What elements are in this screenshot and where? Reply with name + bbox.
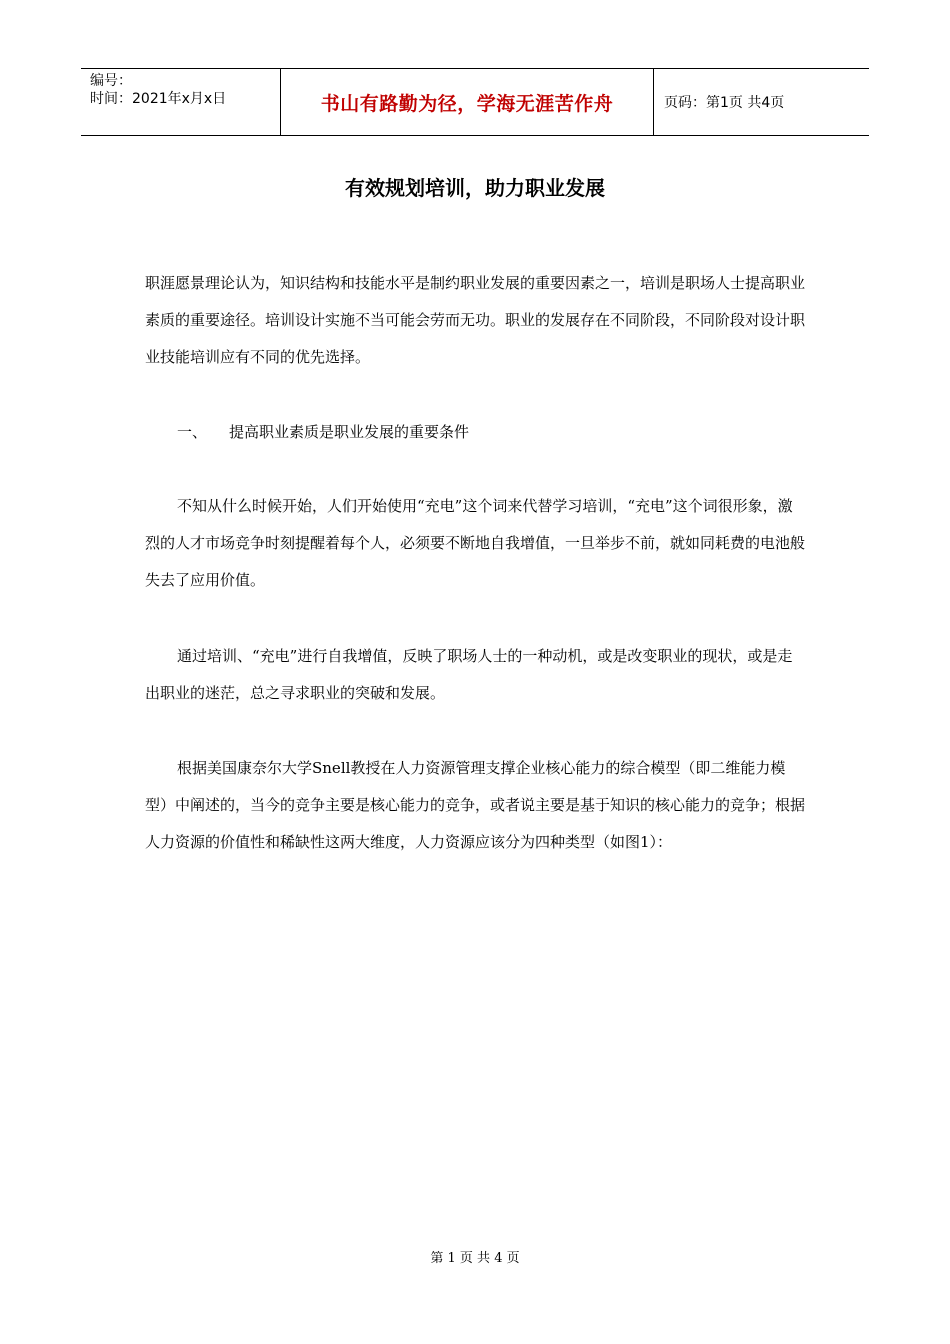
document-title: 有效规划培训，助力职业发展 — [345, 176, 605, 200]
header-page-cell — [654, 69, 869, 135]
document-header — [81, 68, 869, 136]
header-page-info: 页码：第1页 共4页 — [664, 95, 785, 111]
body-paragraph-2: 通过培训、“充电”进行自我增值，反映了职场人士的一种动机，或是改变职业的现状，或是走出职业的迷茫，总之寻求职业的突破和发展。 — [145, 647, 793, 702]
intro-paragraph: 职涯愿景理论认为，知识结构和技能水平是制约职业发展的重要因素之一，培训是职场人士提高职业素质的重要途径。培训设计实施不当可能会劳而无功。职业的发展存在不同阶段，不同阶段对设计职业技能培训应有不同的优先选择。 — [145, 274, 806, 366]
section-number: 一、 — [177, 423, 208, 441]
header-meta-cell — [81, 69, 281, 135]
body-paragraph-1: 不知从什么时候开始，人们开始使用“充电”这个词来代替学习培训，“充电”这个词很形象，激烈的人才市场竞争时刻提醒着每个人，必须要不断地自我增值，一旦举步不前，就如同耗费的电池般失去了应用价值。 — [145, 497, 806, 589]
header-motto: 书山有路勤为径，学海无涯苦作舟 — [320, 92, 614, 115]
document-time-label: 时间：2021年x月x日 — [90, 91, 227, 107]
section-heading-text: 提高职业素质是职业发展的重要条件 — [229, 423, 470, 441]
document-number-label: 编号： — [90, 73, 132, 89]
section-heading — [177, 418, 469, 446]
page-footer: 第 1 页 共 4 页 — [430, 1251, 520, 1266]
body-paragraph-3: 根据美国康奈尔大学Snell教授在人力资源管理支撑企业核心能力的综合模型（即二维能力模型）中阐述的，当今的竞争主要是核心能力的竞争，或者说主要是基于知识的核心能力的竞争；根据人力资源的价值性和稀缺性这两大维度，人力资源应该分为四种类型（如图1）： — [145, 759, 806, 851]
header-motto-cell — [281, 69, 654, 135]
